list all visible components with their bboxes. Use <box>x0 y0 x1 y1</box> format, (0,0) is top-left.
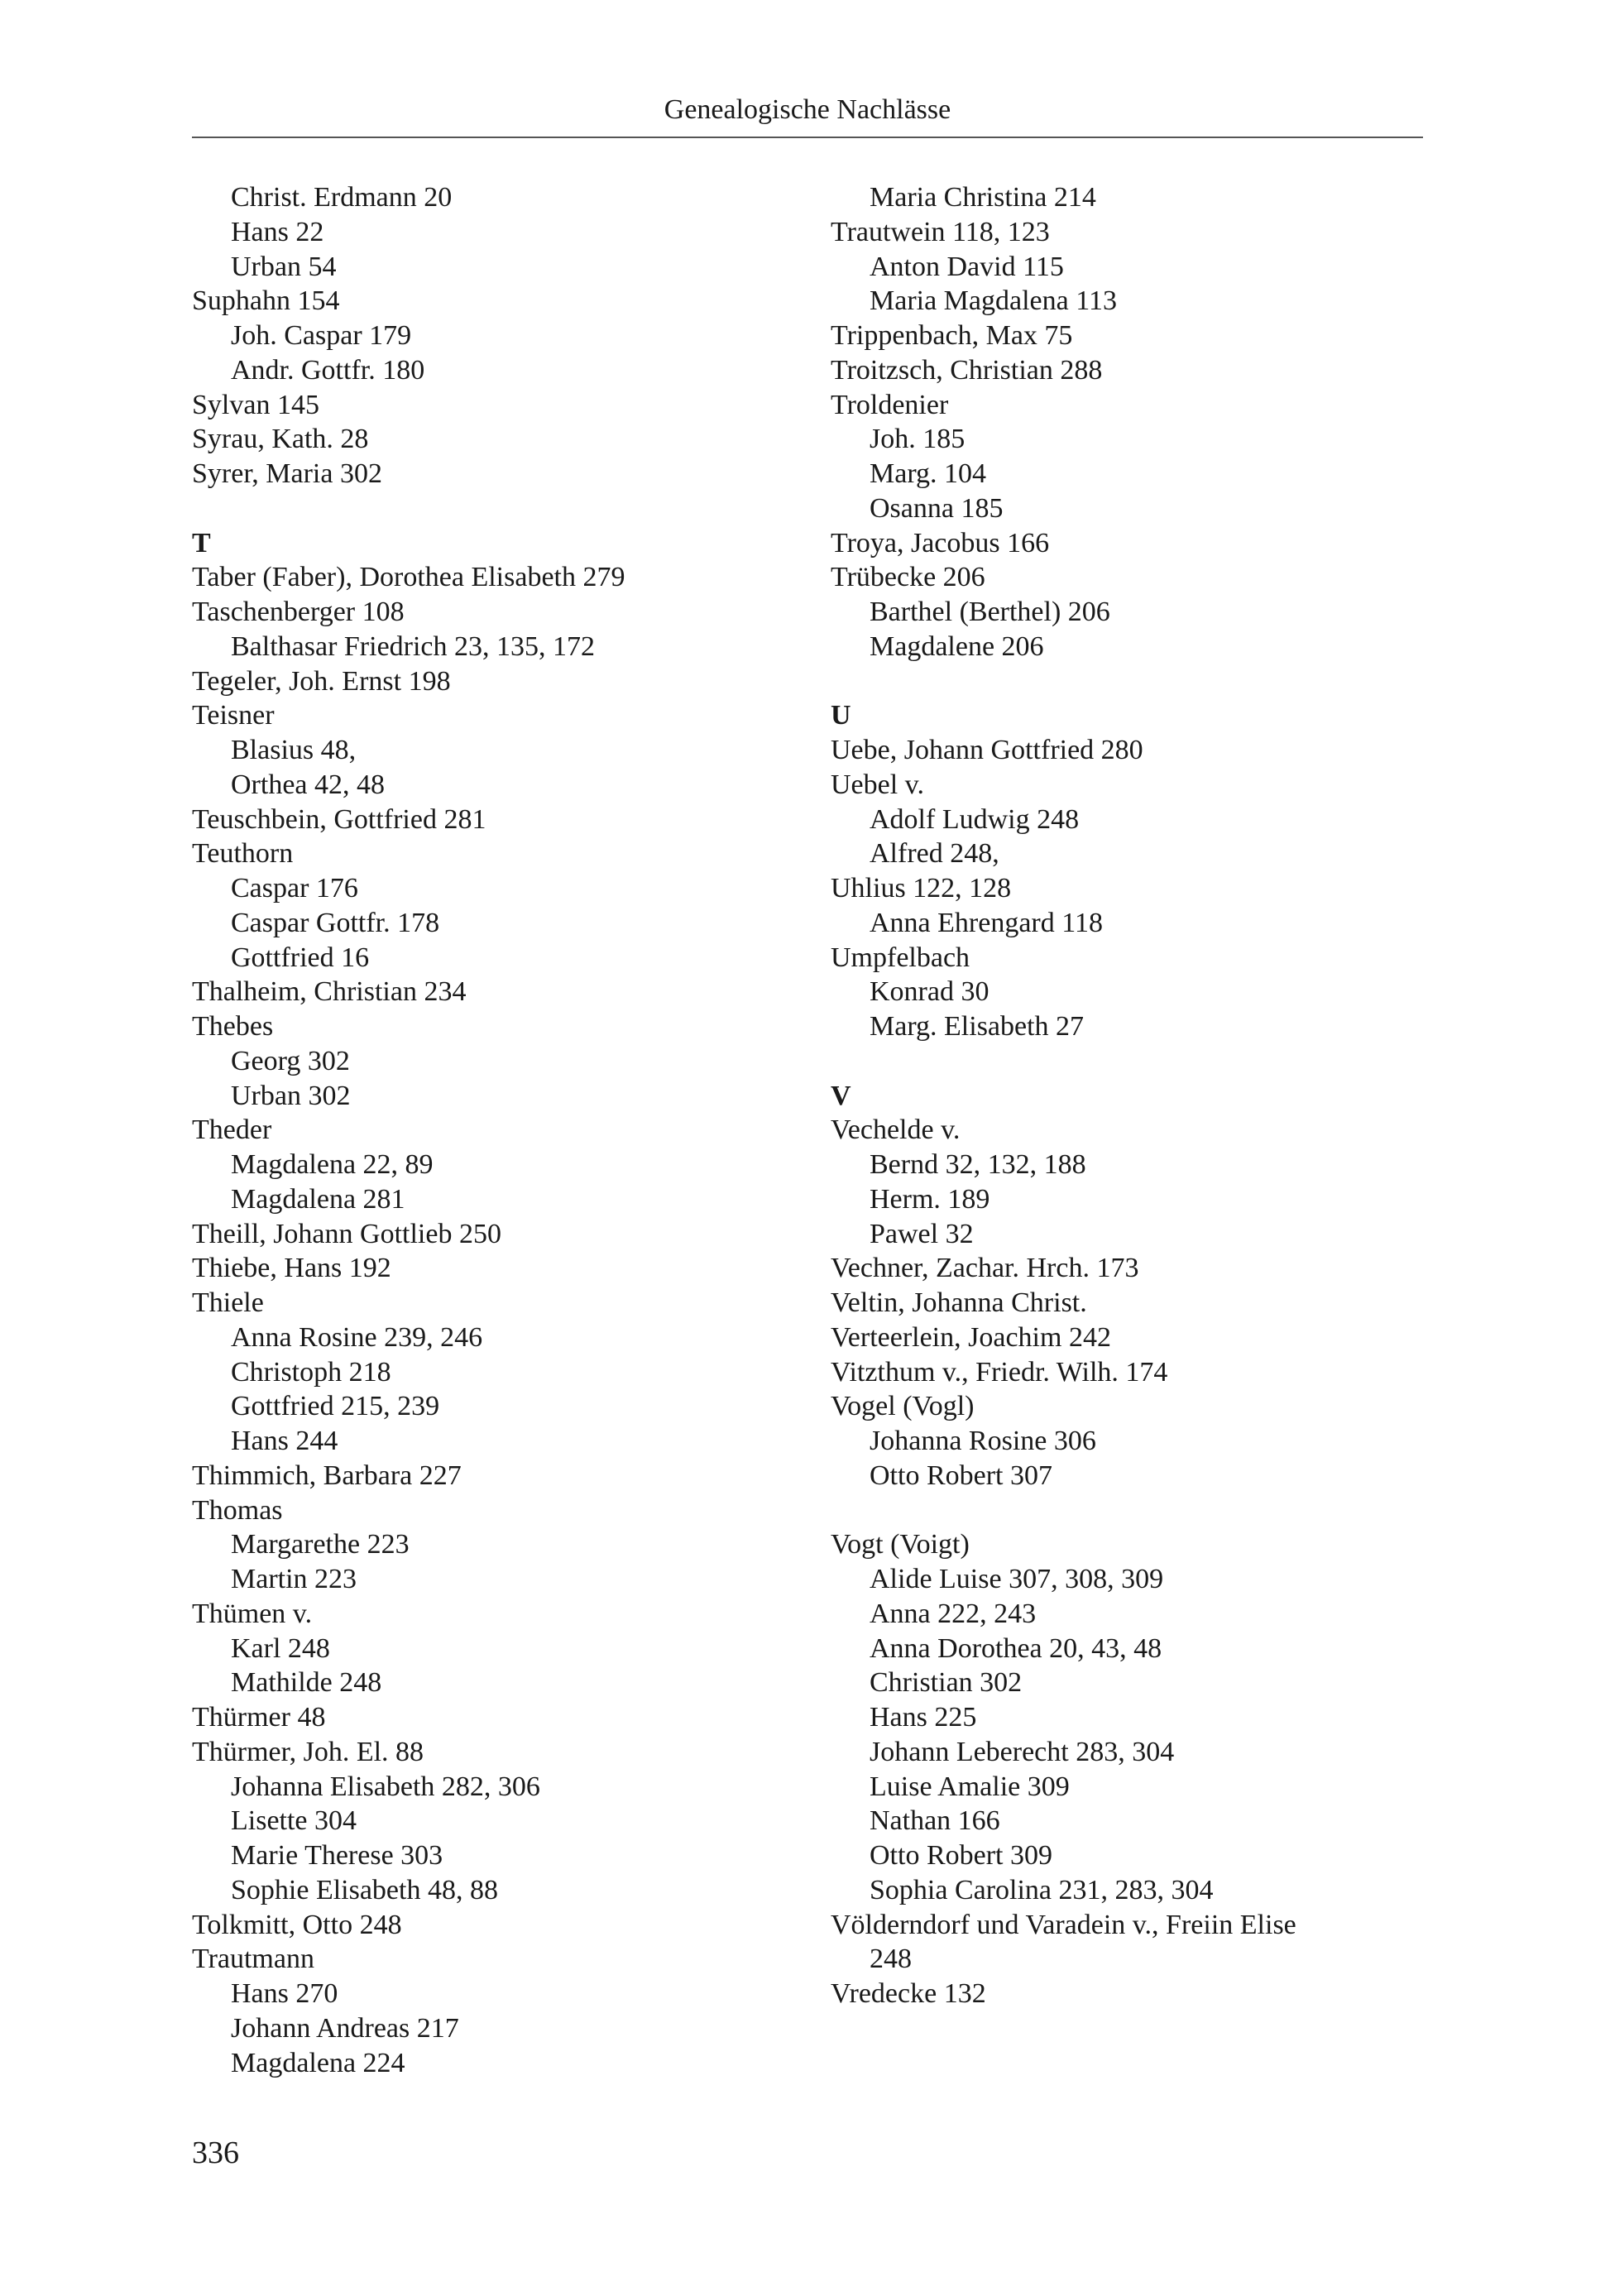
section-letter: U <box>831 700 851 731</box>
section-letter: T <box>192 527 211 558</box>
index-subentry: Sophia Carolina 231, 283, 304 <box>870 1874 1214 1905</box>
index-entry: Völderndorf und Varadein v., Freiin Elise <box>831 1909 1296 1940</box>
index-subentry: Joh. 185 <box>870 424 966 455</box>
index-subentry: Christ. Erdmann 20 <box>231 182 453 213</box>
index-entry: Vechner, Zachar. Hrch. 173 <box>831 1253 1139 1284</box>
index-subentry: Otto Robert 309 <box>870 1840 1052 1871</box>
spacer <box>192 491 804 526</box>
index-subentry: Joh. Caspar 179 <box>231 320 412 351</box>
index-entry: Trautmann <box>192 1944 314 1975</box>
index-subentry: Hans 225 <box>870 1702 977 1733</box>
index-entry: Trippenbach, Max 75 <box>831 320 1073 351</box>
index-subentry: Gottfried 215, 239 <box>231 1391 440 1422</box>
index-column-left <box>192 180 804 2080</box>
index-entry: Sylvan 145 <box>192 389 319 420</box>
index-subentry: Magdalena 22, 89 <box>231 1149 434 1180</box>
index-entry: Vredecke 132 <box>831 1978 986 2009</box>
index-entry: Tegeler, Joh. Ernst 198 <box>192 665 451 697</box>
index-entry: Troldenier <box>831 389 949 420</box>
index-column-right <box>831 180 1423 2011</box>
index-entry: Umpfelbach <box>831 942 970 973</box>
index-subentry: Magdalena 224 <box>231 2047 405 2078</box>
index-entry: Vechelde v. <box>831 1114 961 1146</box>
index-entry: Thümen v. <box>192 1598 313 1629</box>
index-subentry: Margarethe 223 <box>231 1529 410 1560</box>
index-entry: Vogel (Vogl) <box>831 1391 975 1422</box>
index-subentry: Johann Andreas 217 <box>231 2012 459 2044</box>
index-subentry: Johanna Rosine 306 <box>870 1426 1096 1456</box>
index-subentry: Balthasar Friedrich 23, 135, 172 <box>231 630 596 662</box>
index-subentry: Anna Rosine 239, 246 <box>231 1321 483 1353</box>
index-subentry: Christian 302 <box>870 1667 1023 1699</box>
index-subentry: Barthel (Berthel) 206 <box>870 597 1110 627</box>
index-entry: Syrau, Kath. 28 <box>192 424 369 455</box>
index-subentry: Herm. 189 <box>870 1183 990 1215</box>
index-subentry: 248 <box>870 1944 912 1975</box>
index-subentry: Johann Leberecht 283, 304 <box>870 1736 1175 1767</box>
index-subentry: Christoph 218 <box>231 1356 391 1388</box>
index-subentry: Orthea 42, 48 <box>231 769 386 800</box>
index-entry: Teisner <box>192 700 275 731</box>
section-letter: V <box>831 1080 851 1111</box>
index-subentry: Maria Magdalena 113 <box>870 285 1117 317</box>
index-entry: Thebes <box>192 1011 274 1042</box>
index-subentry: Anna Ehrengard 118 <box>870 907 1103 938</box>
index-subentry: Konrad 30 <box>870 976 989 1008</box>
index-entry: Troitzsch, Christian 288 <box>831 354 1103 386</box>
index-entry: Taschenberger 108 <box>192 597 405 627</box>
index-subentry: Sophie Elisabeth 48, 88 <box>231 1874 498 1905</box>
index-entry: Thiebe, Hans 192 <box>192 1253 391 1284</box>
index-subentry: Martin 223 <box>231 1564 357 1594</box>
index-subentry: Marg. 104 <box>870 458 987 489</box>
index-subentry: Georg 302 <box>231 1045 350 1076</box>
index-subentry: Nathan 166 <box>870 1805 1000 1837</box>
index-entry: Taber (Faber), Dorothea Elisabeth 279 <box>192 562 625 593</box>
index-entry: Uebe, Johann Gottfried 280 <box>831 735 1143 765</box>
page-number: 336 <box>192 2135 239 2170</box>
index-subentry: Otto Robert 307 <box>870 1460 1052 1491</box>
index-subentry: Maria Christina 214 <box>870 182 1096 213</box>
index-subentry: Mathilde 248 <box>231 1667 382 1699</box>
index-subentry: Karl 248 <box>231 1632 330 1664</box>
index-entry: Vogt (Voigt) <box>831 1529 970 1560</box>
index-entry: Thimmich, Barbara 227 <box>192 1460 462 1491</box>
index-subentry: Hans 244 <box>231 1426 338 1456</box>
index-entry: Teuthorn <box>192 838 294 870</box>
index-subentry: Anna Dorothea 20, 43, 48 <box>870 1632 1162 1664</box>
index-entry: Thürmer 48 <box>192 1702 326 1733</box>
index-entry: Tolkmitt, Otto 248 <box>192 1909 402 1940</box>
index-entry: Thiele <box>192 1287 264 1318</box>
index-subentry: Johanna Elisabeth 282, 306 <box>231 1771 540 1802</box>
index-entry: Thalheim, Christian 234 <box>192 976 467 1008</box>
index-entry: Theder <box>192 1114 272 1146</box>
index-subentry: Marie Therese 303 <box>231 1840 443 1871</box>
index-entry: Trübecke 206 <box>831 562 985 593</box>
index-entry: Theill, Johann Gottlieb 250 <box>192 1218 501 1249</box>
index-subentry: Magdalena 281 <box>231 1183 405 1215</box>
index-subentry: Urban 54 <box>231 251 337 282</box>
index-subentry: Andr. Gottfr. 180 <box>231 354 425 386</box>
index-subentry: Hans 270 <box>231 1978 338 2009</box>
spacer <box>831 1493 1423 1528</box>
running-head: Genealogische Nachlässe <box>664 94 951 125</box>
index-entry: Uebel v. <box>831 769 924 800</box>
index-subentry: Caspar Gottfr. 178 <box>231 907 440 938</box>
index-subentry: Magdalene 206 <box>870 630 1044 662</box>
index-subentry: Urban 302 <box>231 1080 351 1111</box>
index-entry: Vitzthum v., Friedr. Wilh. 174 <box>831 1356 1168 1388</box>
index-entry: Suphahn 154 <box>192 285 340 317</box>
index-entry: Trautwein 118, 123 <box>831 216 1050 247</box>
index-subentry: Lisette 304 <box>231 1805 357 1837</box>
index-subentry: Blasius 48, <box>231 735 357 765</box>
index-subentry: Gottfried 16 <box>231 942 370 973</box>
index-subentry: Bernd 32, 132, 188 <box>870 1149 1086 1180</box>
index-entry: Uhlius 122, 128 <box>831 873 1012 904</box>
index-subentry: Anton David 115 <box>870 251 1064 282</box>
index-subentry: Pawel 32 <box>870 1218 974 1249</box>
index-subentry: Adolf Ludwig 248 <box>870 803 1080 835</box>
index-subentry: Alfred 248, <box>870 838 999 870</box>
index-entry: Teuschbein, Gottfried 281 <box>192 803 486 835</box>
index-subentry: Caspar 176 <box>231 873 358 904</box>
index-subentry: Hans 22 <box>231 216 324 247</box>
header-rule <box>192 137 1423 138</box>
spacer <box>831 664 1423 699</box>
index-entry: Troya, Jacobus 166 <box>831 527 1050 558</box>
index-entry: Thomas <box>192 1494 283 1526</box>
index-entry: Verteerlein, Joachim 242 <box>831 1321 1111 1353</box>
index-entry: Thürmer, Joh. El. 88 <box>192 1736 424 1767</box>
index-subentry: Alide Luise 307, 308, 309 <box>870 1564 1164 1594</box>
spacer <box>831 1044 1423 1079</box>
index-subentry: Luise Amalie 309 <box>870 1771 1070 1802</box>
index-subentry: Anna 222, 243 <box>870 1598 1037 1629</box>
index-subentry: Osanna 185 <box>870 492 1004 524</box>
index-subentry: Marg. Elisabeth 27 <box>870 1011 1085 1042</box>
index-entry: Veltin, Johanna Christ. <box>831 1287 1087 1318</box>
index-entry: Syrer, Maria 302 <box>192 458 382 489</box>
